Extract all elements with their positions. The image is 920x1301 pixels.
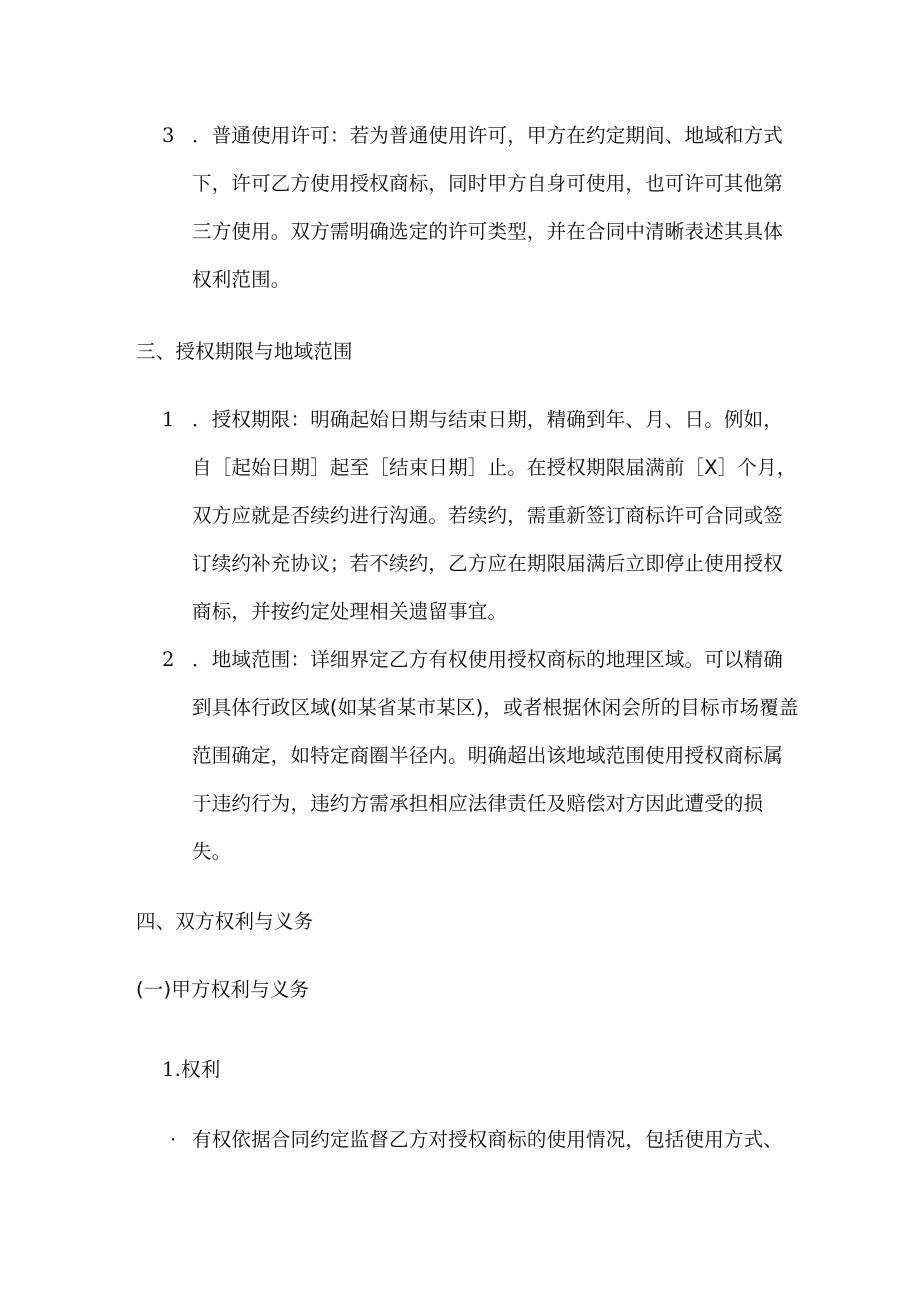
item-text: ．地域范围：详细界定乙方有权使用授权商标的地理区域。可以精确到具体行政区域(如某省某市某区)，或者根据休闲会所的目标市场覆盖范围确定，如特定商圈半径内。明确超出该地域范围使用授权商标属于违约行为，违约方需承担相应法律责任及赔偿对方因此遭受的损失。 xyxy=(192,648,799,863)
bullet-dot: · xyxy=(170,1128,177,1151)
item-text: ．普通使用许可：若为普通使用许可，甲方在约定期间、地域和方式下，许可乙方使用授权商标，同时甲方自身可使用，也可许可其他第三方使用。双方需明确选定的许可类型，并在合同中清晰表述其具体权利范围。 xyxy=(192,124,784,291)
rights-heading xyxy=(162,1046,220,1094)
territory-item-2 xyxy=(162,636,802,876)
rights-number: 1 xyxy=(162,1058,175,1081)
item-number: 2 xyxy=(162,648,175,671)
item-text: ．授权期限：明确起始日期与结束日期，精确到年、月、日。例如，自［起始日期］起至［结束日期］止。在授权期限届满前［X］个月，双方应就是否续约进行沟通。若续约，需重新签订商标许可合同或签订续约补充协议；若不续约，乙方应在期限届满后立即停止使用授权商标，并按约定处理相关遗留事宜。 xyxy=(192,408,797,623)
item-number: 1 xyxy=(162,408,175,431)
license-type-item-3 xyxy=(162,112,802,304)
bullet-supervise xyxy=(170,1116,830,1164)
subsection-heading-party-a: (一)甲方权利与义务 xyxy=(136,978,310,1001)
section-heading-term-territory: 三、授权期限与地域范围 xyxy=(136,340,353,363)
item-number: 3 xyxy=(162,124,175,147)
term-item-1 xyxy=(162,396,802,636)
rights-label: .权利 xyxy=(174,1058,221,1081)
section-heading-rights-obligations: 四、双方权利与义务 xyxy=(136,910,314,933)
bullet-text: 有权依据合同约定监督乙方对授权商标的使用情况，包括使用方式、 xyxy=(192,1128,784,1151)
